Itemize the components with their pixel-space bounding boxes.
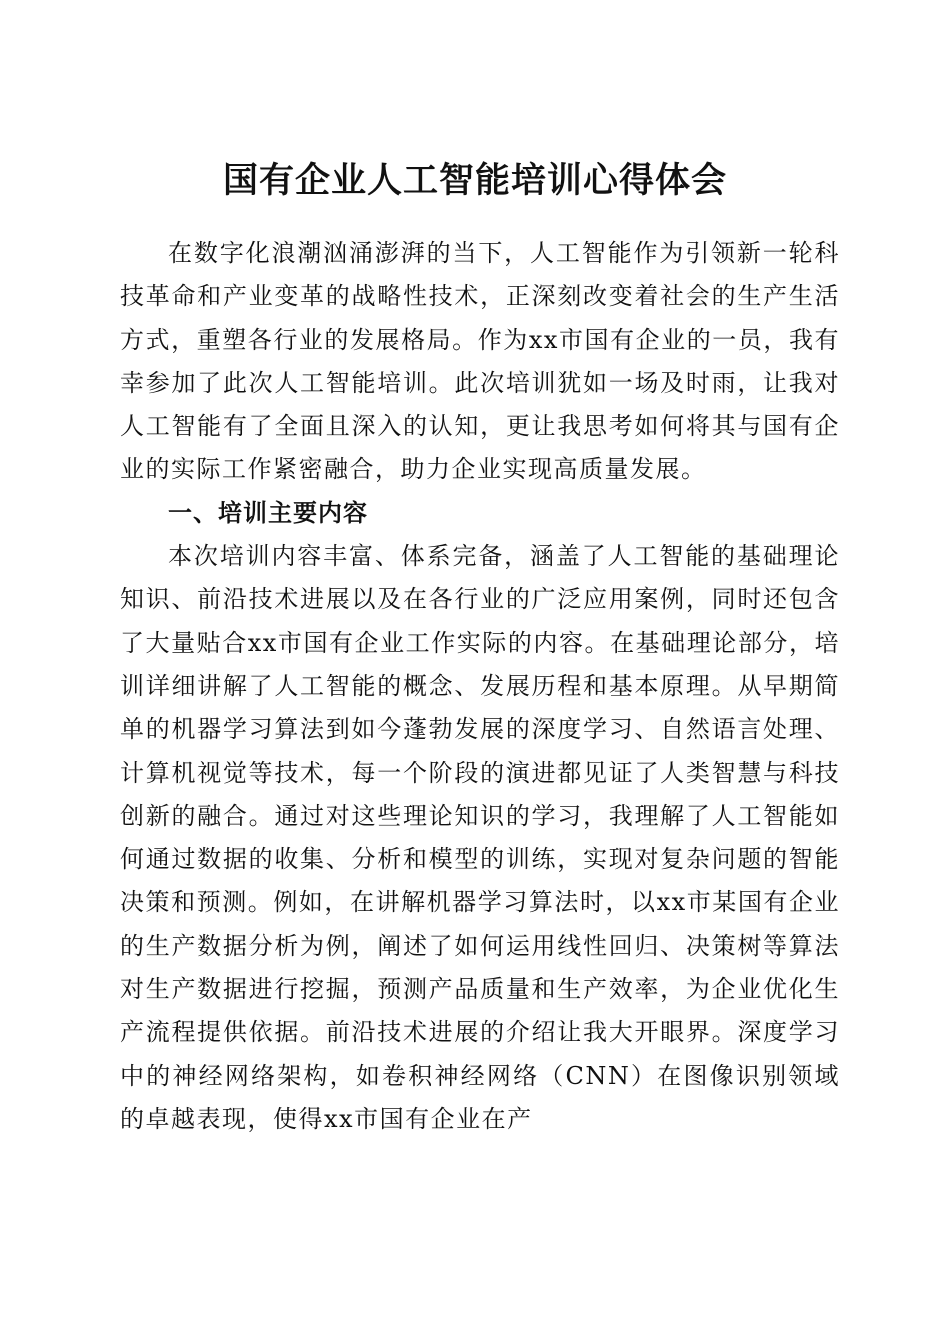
section-heading-1: 一、培训主要内容 [168, 498, 368, 527]
section-1-paragraph: 本次培训内容丰富、体系完备，涵盖了人工智能的基础理论知识、前沿技术进展以及在各行业的广泛应用案例，同时还包含了大量贴合xx市国有企业工作实际的内容。在基础理论部分，培训详细讲解了人工智能的概念、发展历程和基本原理。从早期简单的机器学习算法到如今蓬勃发展的深度学习、自然语言处理、计算机视觉等技术，每一个阶段的演进都见证了人类智慧与科技创新的融合。通过对这些理论知识的学习，我理解了人工智能如何通过数据的收集、分析和模型的训练，实现对复杂问题的智能决策和预测。例如，在讲解机器学习算法时，以xx市某国有企业的生产数据分析为例，阐述了如何运用线性回归、决策树等算法对生产数据进行挖掘，预测产品质量和生产效率，为企业优化生产流程提供依据。前沿技术进展的介绍让我大开眼界。深度学习中的神经网络架构，如卷积神经网络（CNN）在图像识别领域的卓越表现，使得xx市国有企业在产 [120, 542, 840, 1133]
document-title: 国有企业人工智能培训心得体会 [222, 160, 727, 202]
intro-paragraph: 在数字化浪潮汹涌澎湃的当下，人工智能作为引领新一轮科技革命和产业变革的战略性技术，正深刻改变着社会的生产生活方式，重塑各行业的发展格局。作为xx市国有企业的一员，我有幸参加了此次人工智能培训。此次培训犹如一场及时雨，让我对人工智能有了全面且深入的认知，更让我思考如何将其与国有企业的实际工作紧密融合，助力企业实现高质量发展。 [120, 239, 840, 484]
document-body [120, 232, 840, 1141]
